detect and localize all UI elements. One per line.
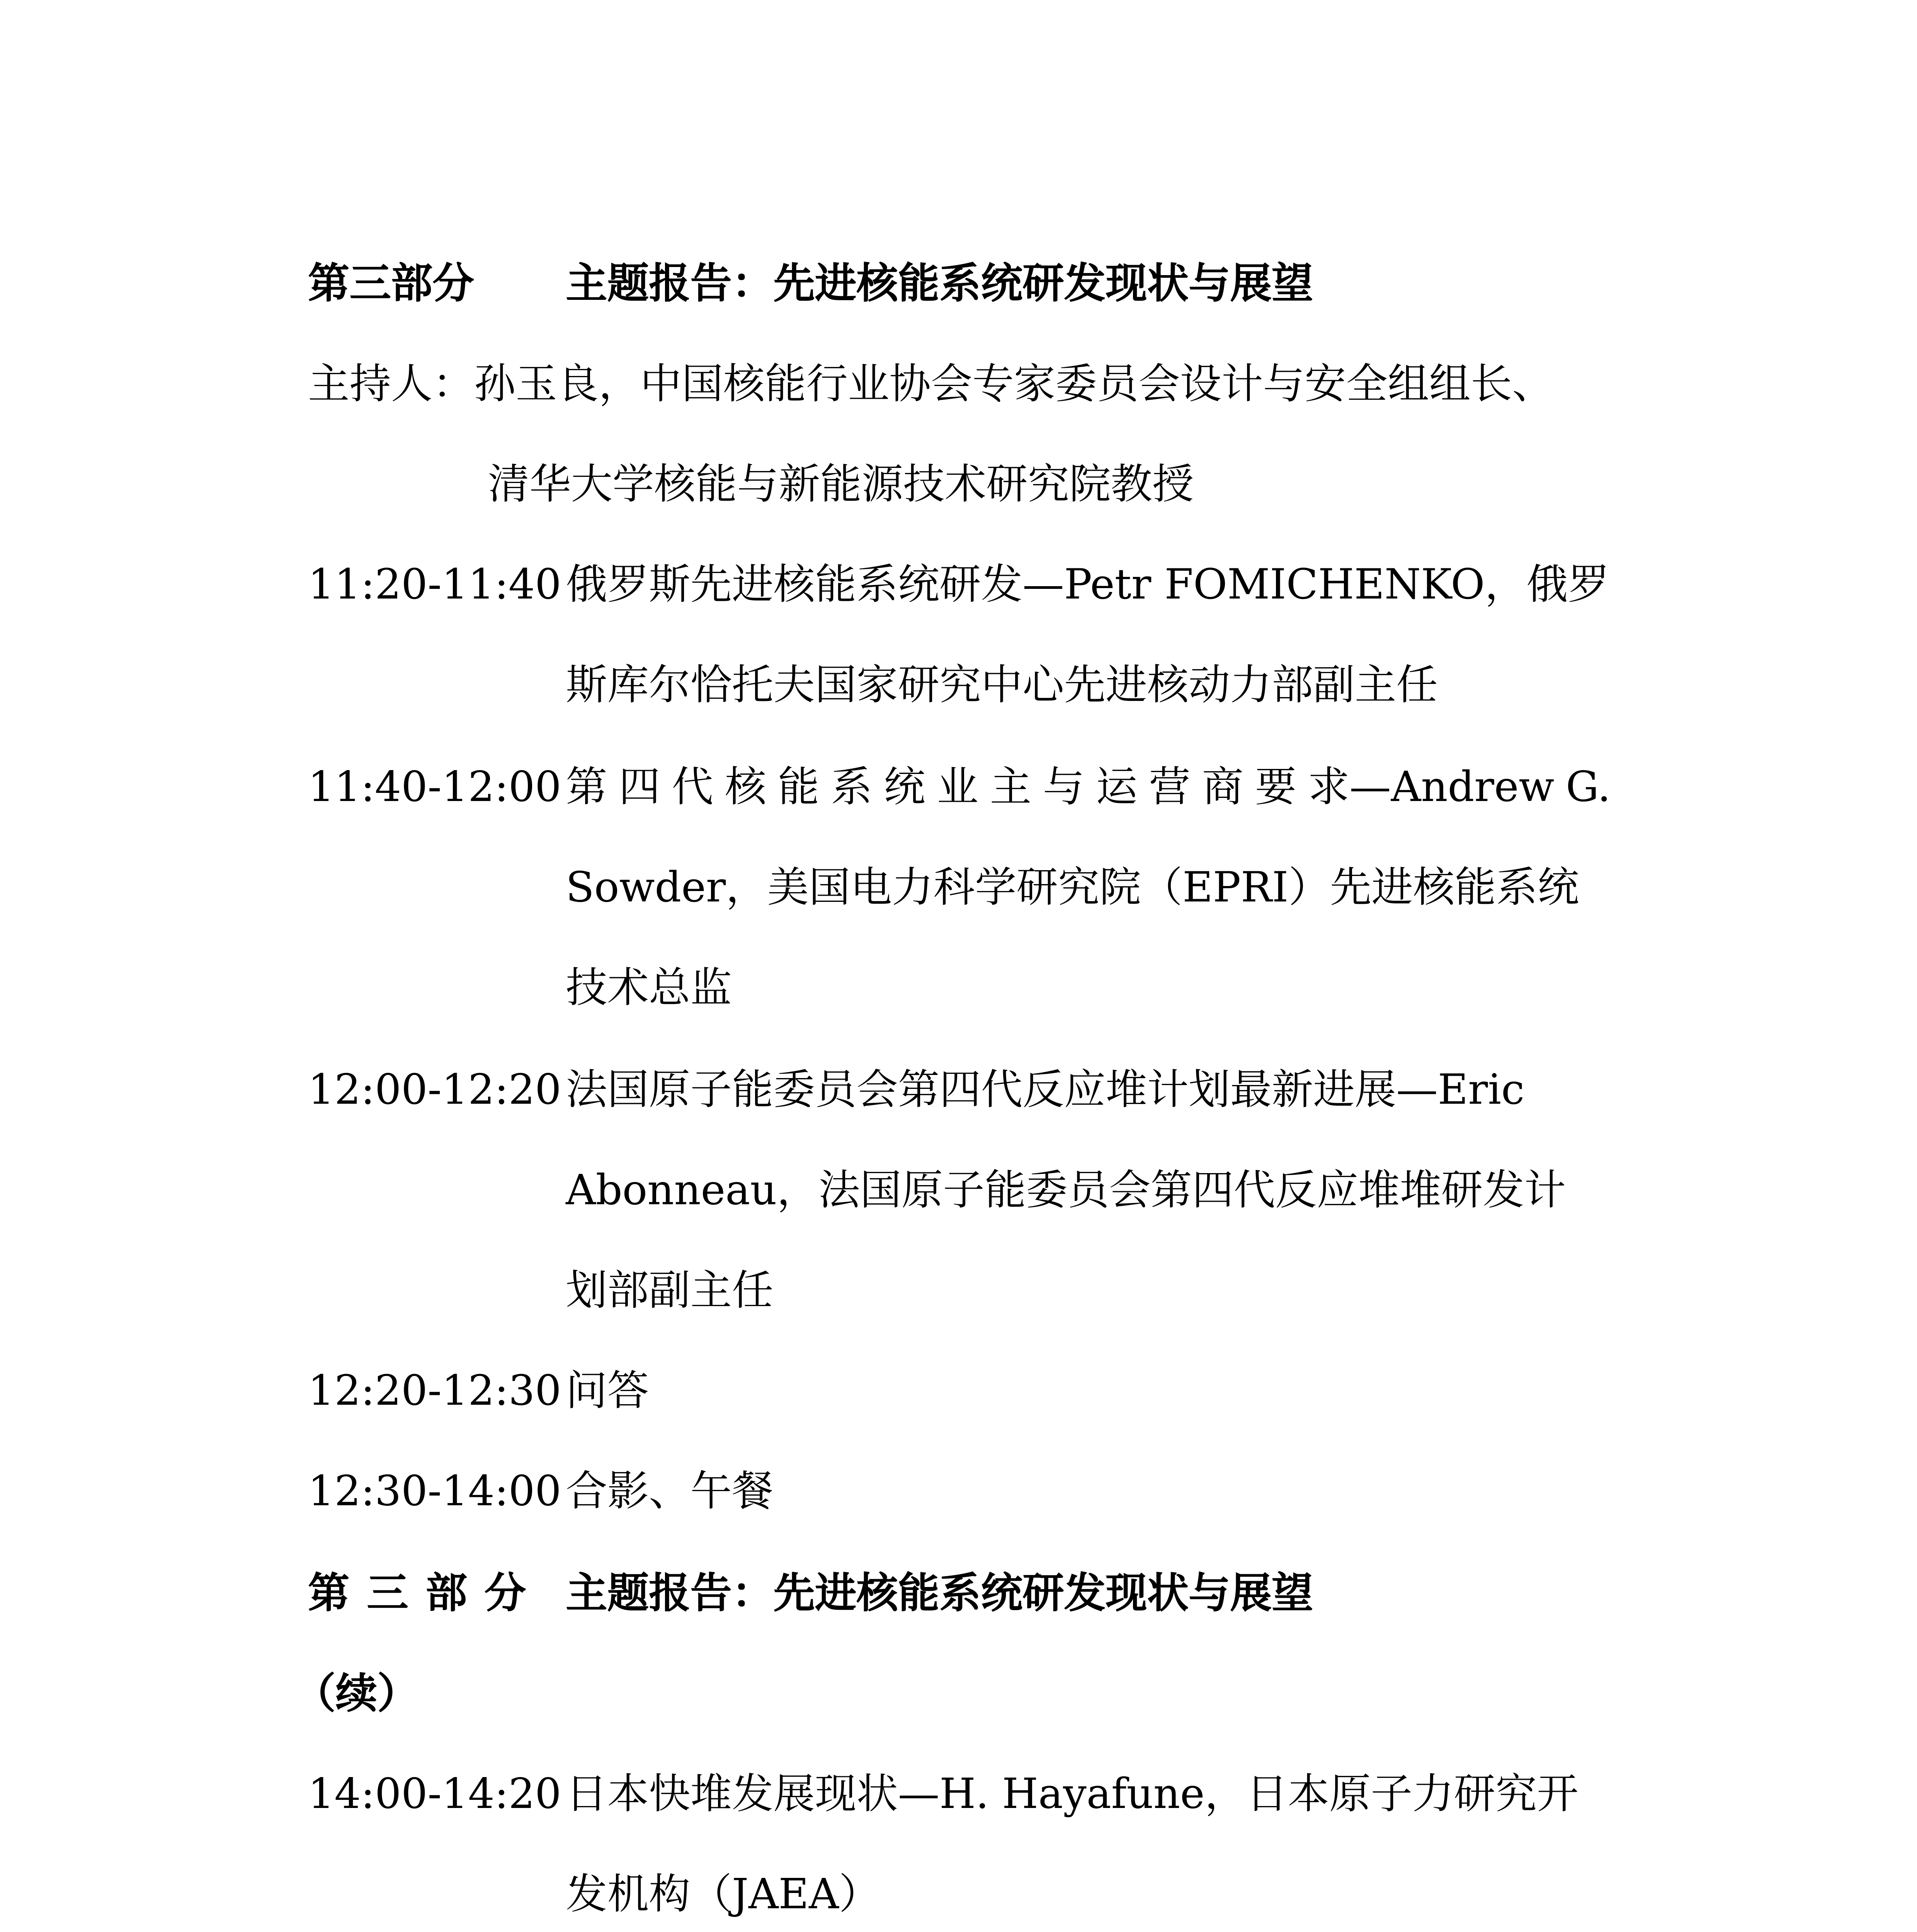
agenda-char: 能 (777, 763, 820, 811)
agenda-time: 12:20-12:30 (308, 1367, 561, 1415)
agenda-time: 12:00-12:20 (308, 1066, 561, 1114)
agenda-text: 发机构（JAEA） (566, 1870, 881, 1919)
agenda-char: 核 (725, 763, 767, 811)
section-label (308, 1566, 526, 1621)
agenda-char: 商 (1202, 763, 1243, 811)
agenda-char: 求—Andrew (1308, 763, 1555, 811)
host-line: 清华大学核能与新能源技术研究院教授 (488, 460, 1194, 509)
agenda-char: 要 (1255, 763, 1297, 811)
host-line: 主持人：孙玉良，中国核能行业协会专家委员会设计与安全组组长、 (308, 360, 1554, 408)
agenda-time: 11:20-11:40 (308, 560, 561, 609)
agenda-char: 业 (937, 763, 978, 811)
agenda-char: 第 (566, 763, 607, 811)
agenda-char: 系 (831, 763, 873, 811)
agenda-text: 俄罗斯先进核能系统研发—Petr FOMICHENKO，俄罗 (566, 560, 1609, 609)
agenda-text: Sowder，美国电力科学研究院（EPRI）先进核能系统 (566, 863, 1579, 912)
section-label-char: 第 (308, 1567, 350, 1618)
section-label: 第三部分 (308, 258, 474, 308)
agenda-char: 与 (1043, 763, 1085, 811)
agenda-char: G. (1566, 763, 1611, 811)
section-label-char: 三 (367, 1567, 408, 1618)
agenda-char: 代 (672, 763, 713, 811)
agenda-text: 日本快堆发展现状—H. Hayafune，日本原子力研究开 (566, 1770, 1579, 1818)
section-continued: （续） (294, 1668, 419, 1718)
section-title: 主题报告：先进核能系统研发现状与展望 (566, 258, 1313, 308)
section-label-char: 部 (425, 1567, 467, 1618)
agenda-text: 斯库尔恰托夫国家研究中心先进核动力部副主任 (566, 661, 1438, 709)
agenda-time: 11:40-12:00 (308, 763, 561, 811)
agenda-char: 营 (1149, 763, 1191, 811)
agenda-text: 合影、午餐 (566, 1467, 774, 1516)
agenda-text: 法国原子能委员会第四代反应堆计划最新进展—Eric (566, 1066, 1525, 1114)
agenda-text: 划部副主任 (566, 1266, 774, 1315)
agenda-text: Abonneau，法国原子能委员会第四代反应堆堆研发计 (566, 1166, 1566, 1215)
agenda-time: 12:30-14:00 (308, 1467, 561, 1516)
section-label-char: 分 (484, 1567, 526, 1618)
section-title: 主题报告：先进核能系统研发现状与展望 (566, 1567, 1313, 1618)
agenda-time: 14:00-14:20 (308, 1770, 561, 1818)
agenda-text: 问答 (566, 1367, 649, 1415)
agenda-text: 技术总监 (566, 963, 732, 1012)
agenda-char: 主 (990, 763, 1032, 811)
agenda-char: 统 (884, 763, 925, 811)
agenda-text-justified (566, 760, 1611, 815)
agenda-char: 运 (1096, 763, 1138, 811)
agenda-char: 四 (619, 763, 660, 811)
